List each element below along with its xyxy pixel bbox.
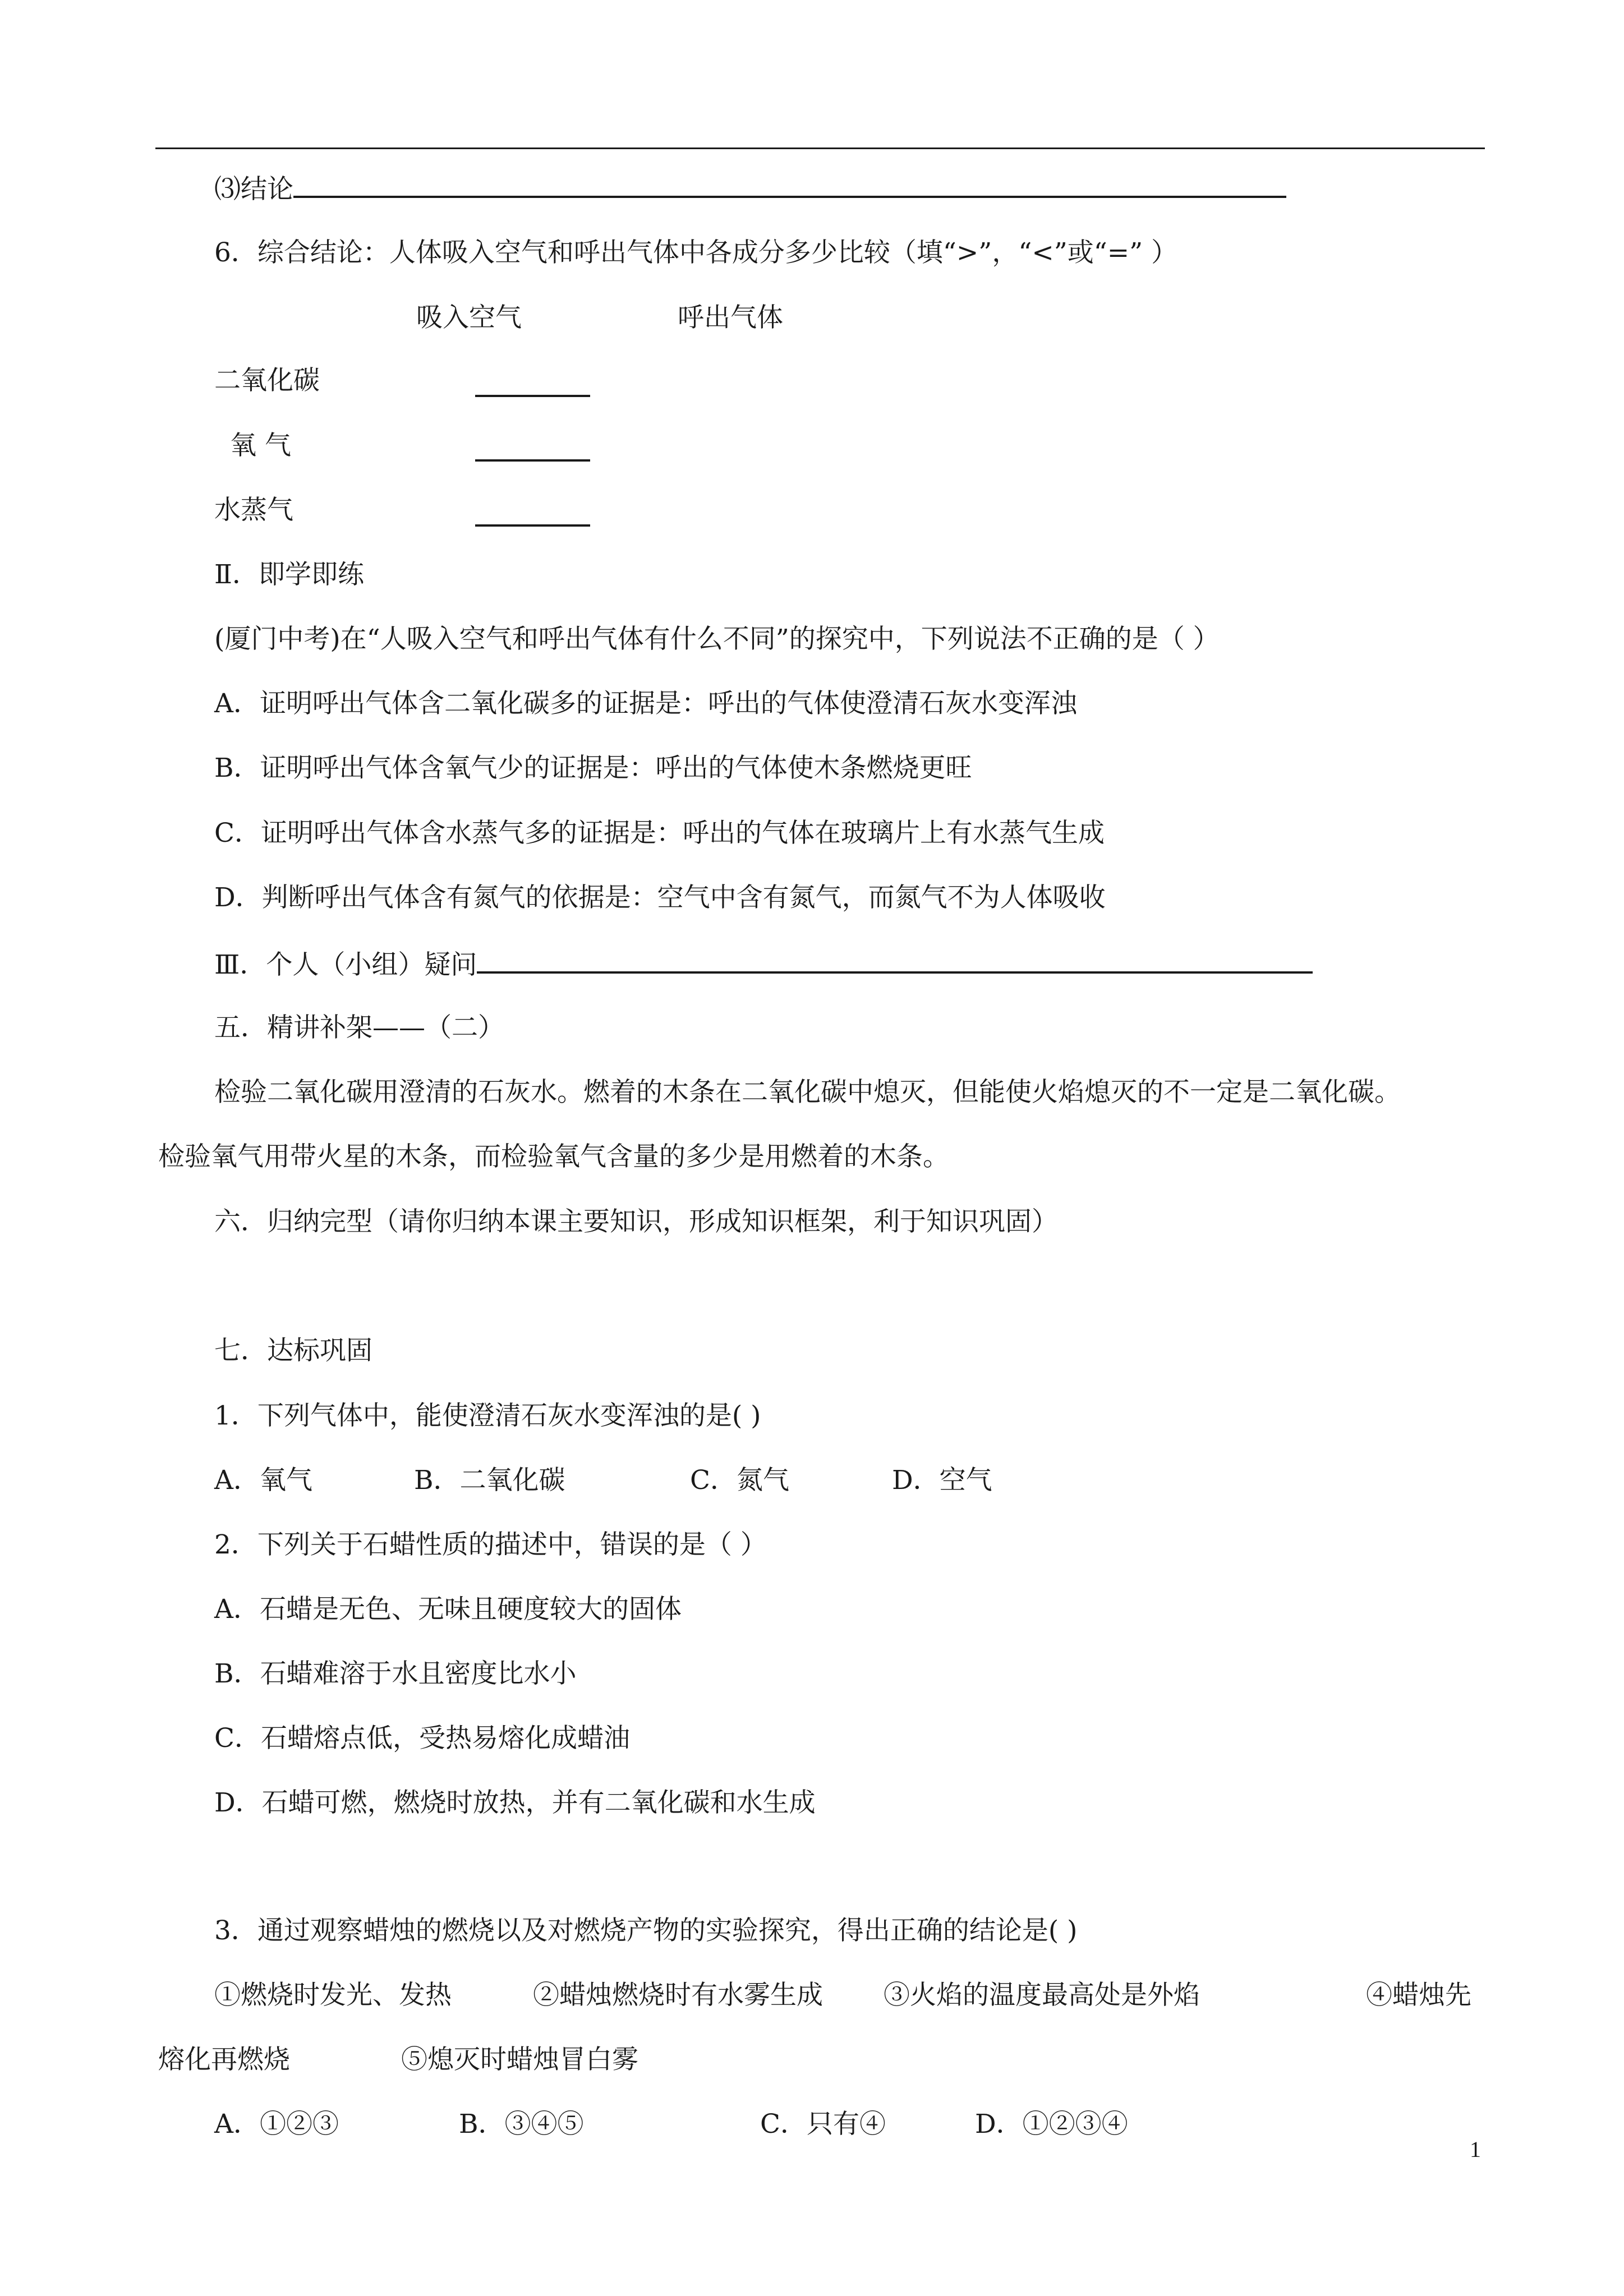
h2o-blank[interactable] <box>475 524 590 527</box>
row-h2o: 水蒸气 <box>214 495 293 525</box>
sec5-title: 五．精讲补架——（二） <box>214 1012 504 1043</box>
header-rule <box>155 147 1485 149</box>
page-number: 1 <box>1470 2137 1481 2162</box>
option-d: D．判断呼出气体含有氮气的依据是：空气中含有氮气，而氮气不为人体吸收 <box>214 882 1106 913</box>
option-b: B．证明呼出气体含氧气少的证据是：呼出的气体使木条燃烧更旺 <box>214 753 972 783</box>
question-2: 2．下列关于石蜡性质的描述中，错误的是（ ） <box>214 1529 767 1560</box>
conclusion-label: ⑶结论 <box>214 174 293 205</box>
q3-option-b: B．③④⑤ <box>459 2109 584 2140</box>
q2-option-c: C．石蜡熔点低，受热易熔化成蜡油 <box>214 1723 630 1754</box>
q1-option-c: C．氮气 <box>690 1465 789 1496</box>
q3-option-c: C．只有④ <box>760 2109 886 2140</box>
sec3-label: Ⅲ．个人（小组）疑问 <box>214 949 477 980</box>
q2-option-b: B．石蜡难溶于水且密度比水小 <box>214 1658 577 1689</box>
question-1: 1．下列气体中，能使澄清石灰水变浑浊的是( ) <box>214 1400 761 1431</box>
question-3: 3．通过观察蜡烛的燃烧以及对燃烧产物的实验探究，得出正确的结论是( ) <box>214 1915 1078 1946</box>
col-exhaled: 呼出气体 <box>678 302 783 333</box>
q2-option-d: D．石蜡可燃，燃烧时放热，并有二氧化碳和水生成 <box>214 1787 816 1818</box>
q3-statement-3: ③火焰的温度最高处是外焰 <box>884 1980 1200 2011</box>
q1-option-b: B．二氧化碳 <box>414 1465 565 1496</box>
q3-statement-2: ②蜡烛燃烧时有水雾生成 <box>533 1980 823 2011</box>
sec7-title: 七．达标巩固 <box>214 1335 372 1366</box>
q3-option-d: D．①②③④ <box>975 2109 1128 2140</box>
row-o2: 氧 气 <box>230 430 291 461</box>
sec2-title: Ⅱ．即学即练 <box>214 559 364 590</box>
conclusion-blank[interactable] <box>293 171 1286 198</box>
question-blank[interactable] <box>477 947 1313 974</box>
q3-statement-5: ⑤熄灭时蜡烛冒白雾 <box>401 2044 638 2075</box>
q1-option-a: A．氧气 <box>214 1465 312 1496</box>
row-co2: 二氧化碳 <box>214 365 320 396</box>
q3-option-a: A．①②③ <box>214 2109 339 2140</box>
q1-option-d: D．空气 <box>892 1465 992 1496</box>
para1-line1: 检验二氧化碳用澄清的石灰水。燃着的木条在二氧化碳中熄灭，但能使火焰熄灭的不一定是二氧化碳。 <box>214 1077 1401 1108</box>
q3-statement-4a: ④蜡烛先 <box>1366 1980 1471 2011</box>
q3-statement-1: ①燃烧时发光、发热 <box>214 1980 452 2011</box>
q6-title: 6．综合结论：人体吸入空气和呼出气体中各成分多少比较（填“>”，“<”或“=” ） <box>214 237 1178 268</box>
sec6-title: 六．归纳完型（请你归纳本课主要知识，形成知识框架，利于知识巩固） <box>214 1206 1058 1237</box>
q-xiamen: (厦门中考)在“人吸入空气和呼出气体有什么不同”的探究中，下列说法不正确的是（ ） <box>214 624 1220 654</box>
col-inhaled: 吸入空气 <box>416 302 522 333</box>
o2-blank[interactable] <box>475 459 590 462</box>
option-c: C．证明呼出气体含水蒸气多的证据是：呼出的气体在玻璃片上有水蒸气生成 <box>214 818 1105 849</box>
q2-option-a: A．石蜡是无色、无味且硬度较大的固体 <box>214 1594 682 1625</box>
q3-statement-4b: 熔化再燃烧 <box>158 2044 290 2075</box>
co2-blank[interactable] <box>475 395 590 397</box>
conclusion-line <box>214 171 1286 206</box>
option-a: A．证明呼出气体含二氧化碳多的证据是：呼出的气体使澄清石灰水变浑浊 <box>214 688 1077 719</box>
para1-line2: 检验氧气用带火星的木条，而检验氧气含量的多少是用燃着的木条。 <box>158 1141 949 1172</box>
sec3-line <box>214 947 1313 982</box>
